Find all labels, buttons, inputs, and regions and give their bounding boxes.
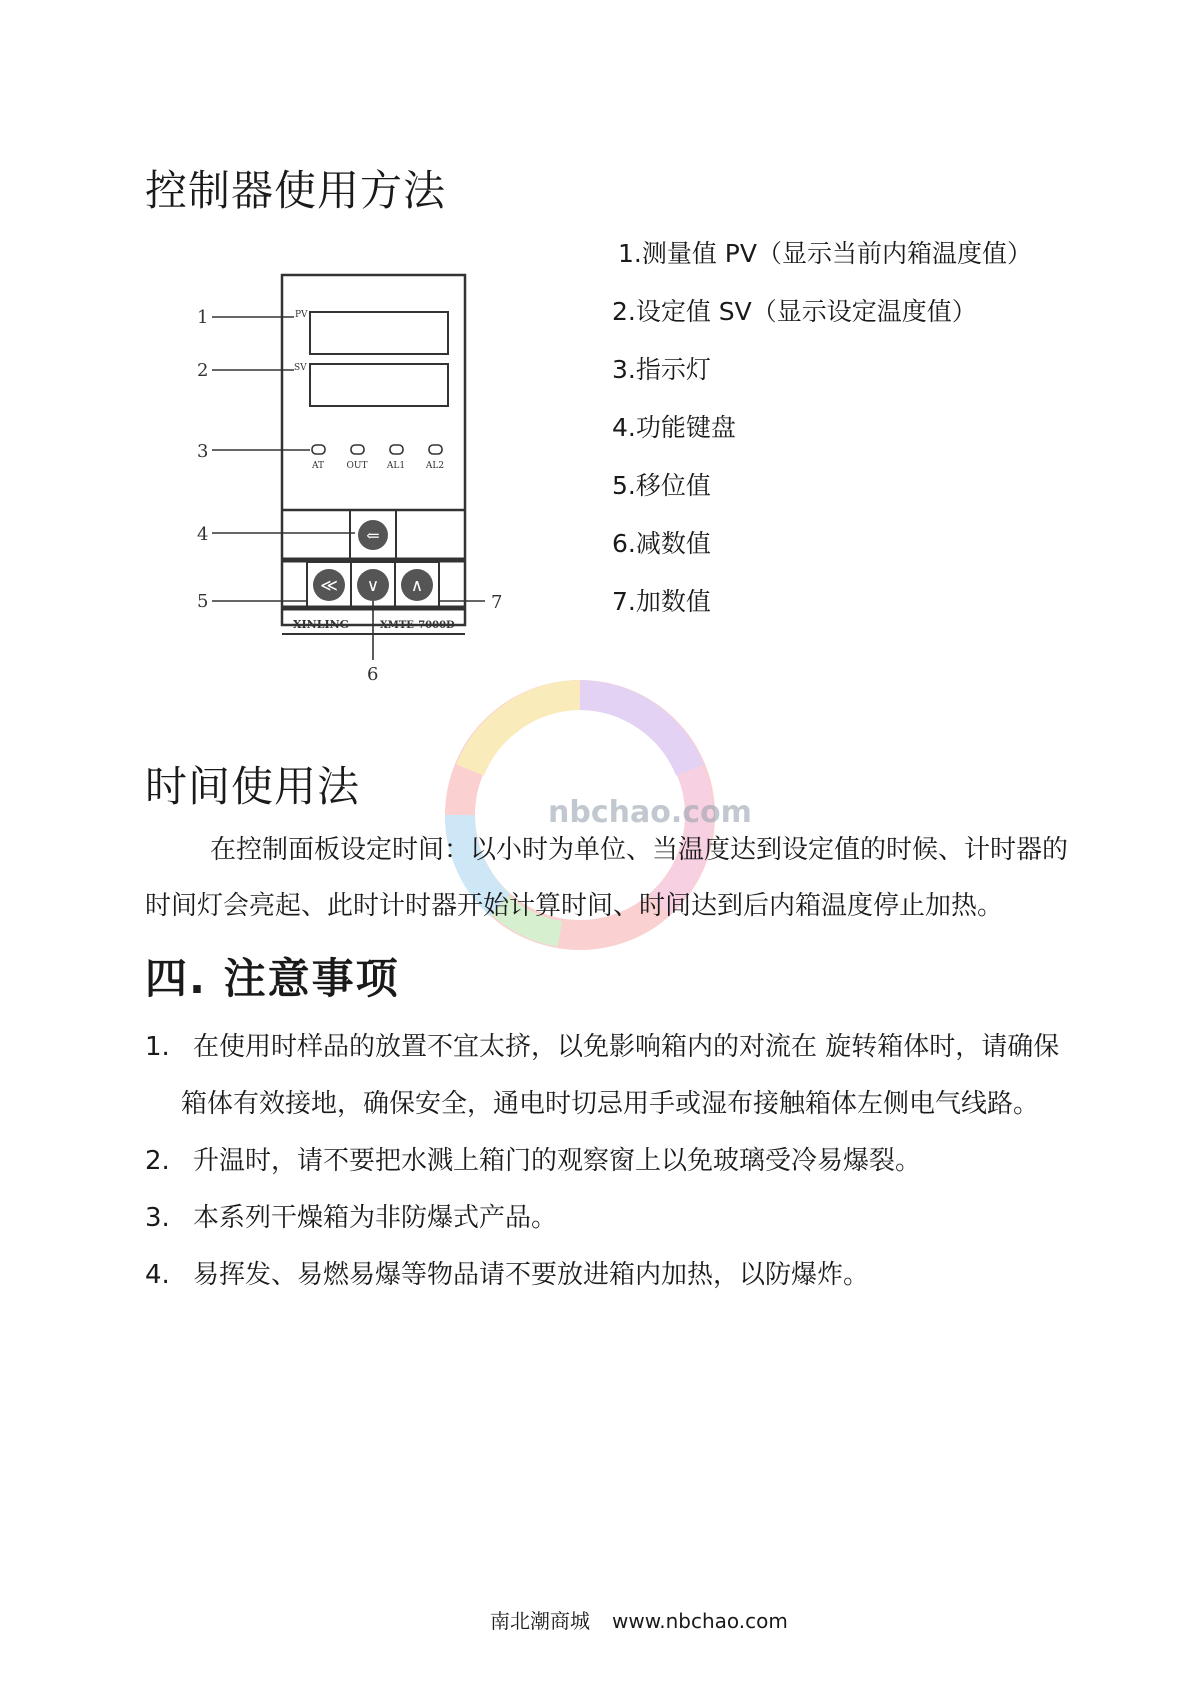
footer-url[interactable]: www.nbchao.com [612,1609,788,1633]
precaution-text: 易挥发、易燃易爆等物品请不要放进箱内加热，以防爆炸。 [193,1260,870,1290]
sv-label: SV [294,363,307,373]
section-title-precautions: 四. 注意事项 [145,954,400,1003]
callout-1: 1 [197,307,209,328]
brand-label: XINLING [293,618,350,631]
indicator-at [312,445,325,454]
section-title-timer: 时间使用法 [145,762,361,811]
footer [490,1605,788,1634]
legend-item-decrease: 6.减数值 [612,529,711,558]
sv-display [310,364,448,406]
precaution-item-2 [145,1140,921,1177]
watermark-text: nbchao.com [548,795,752,830]
indicator-al1 [390,445,403,454]
callout-6: 6 [367,664,379,685]
precaution-text: 本系列干燥箱为非防爆式产品。 [193,1203,558,1233]
callout-5: 5 [197,591,209,612]
shift-key-symbol: ≪ [320,576,338,596]
precaution-number: 2. [145,1146,170,1176]
indicator-out [351,445,364,454]
pv-display [310,312,448,354]
callout-3: 3 [197,441,209,462]
timer-paragraph-line1: 在控制面板设定时间：以小时为单位、当温度达到设定值的时候、计时器的 [210,835,1069,865]
legend-item-indicator: 3.指示灯 [612,355,711,384]
down-key-symbol: ∨ [366,576,380,596]
legend-item-pv: 1.测量值 PV（显示当前内箱温度值） [618,239,1032,268]
precaution-text: 在使用时样品的放置不宜太挤，以免影响箱内的对流在 旋转箱体时，请确保 [193,1032,1060,1062]
precaution-text: 升温时，请不要把水溅上箱门的观察窗上以免玻璃受冷易爆裂。 [193,1146,922,1176]
precaution-number: 4. [145,1260,170,1290]
legend-item-shift: 5.移位值 [612,471,711,500]
controller-diagram [195,260,525,710]
precaution-number: 1. [145,1032,170,1062]
callout-7: 7 [491,592,503,613]
model-label: XMTE-7000D [380,620,455,631]
indicator-label-al2: AL2 [425,461,445,471]
up-key-symbol: ∧ [410,576,424,596]
indicator-label-out: OUT [346,461,368,471]
pv-label: PV [295,310,308,320]
section-title-controller: 控制器使用方法 [145,166,447,215]
legend-item-keypad: 4.功能键盘 [612,413,736,442]
indicator-al2 [429,445,442,454]
precaution-item-1-cont: 箱体有效接地，确保安全，通电时切忌用手或湿布接触箱体左侧电气线路。 [181,1089,1040,1119]
indicator-label-at: AT [311,461,325,471]
precaution-item-4 [145,1254,869,1291]
precaution-item-3 [145,1197,557,1234]
timer-paragraph-line2: 时间灯会亮起、此时计时器开始计算时间、时间达到后内箱温度停止加热。 [145,891,1004,921]
function-key-symbol: ⇐ [366,526,380,545]
callout-4: 4 [197,524,209,545]
callout-2: 2 [197,360,209,381]
legend-item-sv: 2.设定值 SV（显示设定温度值） [612,297,977,326]
footer-store: 南北潮商城 [490,1609,590,1633]
indicator-label-al1: AL1 [386,461,406,471]
precaution-number: 3. [145,1203,170,1233]
legend-item-increase: 7.加数值 [612,587,711,616]
precaution-item-1 [145,1026,1059,1063]
